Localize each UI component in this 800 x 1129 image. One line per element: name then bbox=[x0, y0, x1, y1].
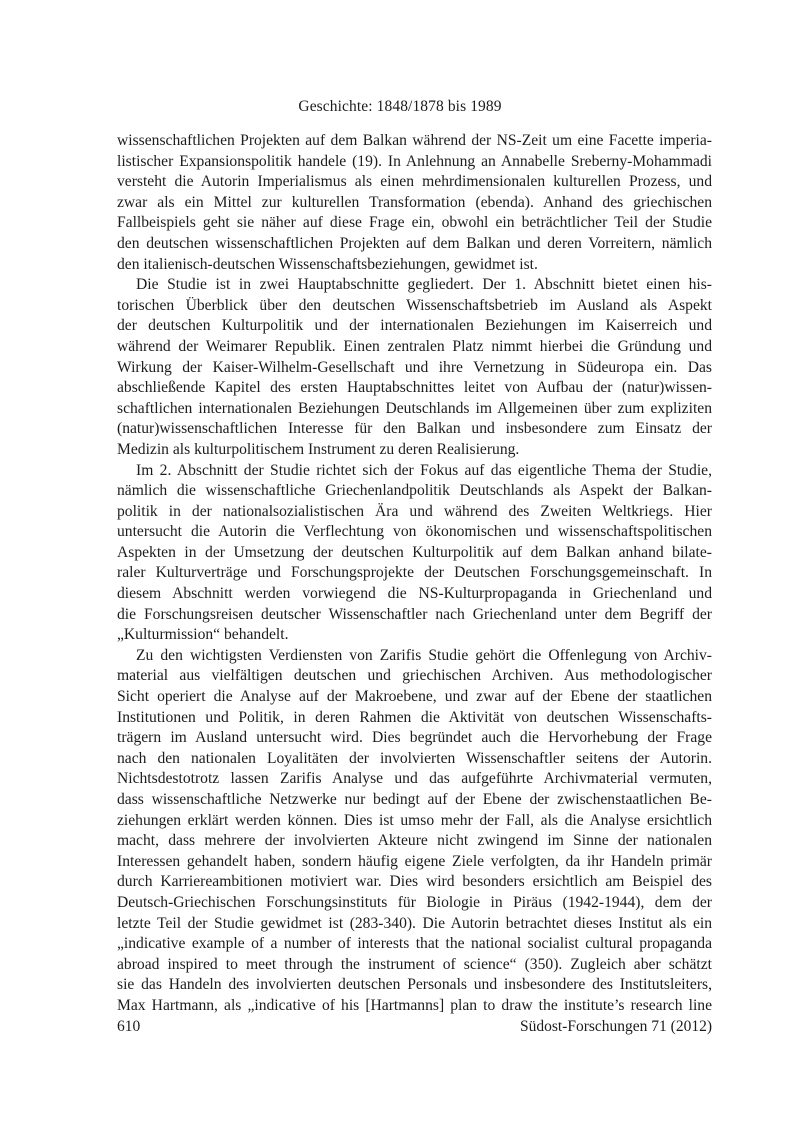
paragraph bbox=[117, 131, 712, 275]
text-line: Die Studie ist in zwei Hauptabschnitte gegliedert. Der 1. Abschnitt bietet einen his- bbox=[136, 276, 712, 294]
text-line: wissenschaftlichen Projekten auf dem Balkan während der NS-Zeit um eine Facette imperia- bbox=[117, 132, 712, 149]
running-title: Geschichte: 1848/1878 bis 1989 bbox=[298, 98, 502, 115]
text-line: zwar als ein Mittel zur kulturellen Transformation (ebenda). Anhand des griechischen bbox=[117, 193, 712, 211]
text-line: den deutschen wissenschaftlichen Projekten auf dem Balkan und deren Vorreitern, nämlich bbox=[117, 234, 712, 252]
text-line: untersucht die Autorin die Verflechtung von ökonomischen und wissenschaftspolitischen bbox=[117, 523, 712, 541]
text-line: diesem Abschnitt werden vorwiegend die NS-Kulturpropaganda in Griechenland und bbox=[117, 585, 712, 603]
text-line: Zu den wichtigsten Verdiensten von Zarifis Studie gehört die Offenlegung von Archiv- bbox=[136, 646, 712, 664]
text-line: abroad inspired to meet through the instrument of science“ (350). Zugleich aber schätzt bbox=[117, 955, 712, 973]
text-line: der deutschen Kulturpolitik und der internationalen Beziehungen im Kaiserreich und bbox=[117, 317, 712, 335]
text-line: nach den nationalen Loyalitäten der involvierten Wissenschaftler seitens der Autorin. bbox=[117, 749, 712, 767]
text-line: torischen Überblick über den deutschen Wissenschaftsbetrieb im Ausland als Aspekt bbox=[117, 296, 712, 314]
text-line: während der Weimarer Republik. Einen zentralen Platz nimmt hierbei die Gründung und bbox=[117, 337, 712, 355]
text-line: „indicative example of a number of interests that the national socialist cultural propaganda bbox=[117, 935, 712, 953]
text-line: den italienisch-deutschen Wissenschaftsbeziehungen, gewidmet ist. bbox=[117, 255, 538, 273]
text-line: trägern im Ausland untersucht wird. Dies begründet auch die Hervorhebung der Frage bbox=[117, 729, 712, 747]
text-line: Wirkung der Kaiser-Wilhelm-Gesellschaft und ihre Vernetzung in Südeuropa ein. Das bbox=[117, 358, 712, 376]
text-line: Max Hartmann, als „indicative of his [Hartmanns] plan to draw the institute’s research line bbox=[117, 996, 712, 1014]
text-line: Institutionen und Politik, in deren Rahmen die Aktivität von deutschen Wissenschafts- bbox=[117, 708, 712, 726]
paragraph bbox=[117, 275, 712, 460]
text-line: schaftlichen internationalen Beziehungen Deutschlands im Allgemeinen über zum expliziten bbox=[117, 399, 712, 417]
text-line: Aspekten in der Umsetzung der deutschen Kulturpolitik auf dem Balkan anhand bilate- bbox=[117, 543, 712, 561]
text-line: Medizin als kulturpolitischem Instrument zu deren Realisierung. bbox=[117, 440, 520, 458]
text-line: Deutsch-Griechischen Forschungsinstituts für Biologie in Piräus (1942-1944), dem der bbox=[117, 893, 712, 911]
text-line: listischer Expansionspolitik handele (19). In Anlehnung an Annabelle Sreberny-Mohammadi bbox=[117, 152, 712, 170]
text-line: durch Karriereambitionen motiviert war. Dies wird besonders ersichtlich am Beispiel des bbox=[117, 873, 712, 891]
paragraph bbox=[117, 461, 712, 646]
text-line: material aus vielfältigen deutschen und griechischen Archiven. Aus methodologischer bbox=[117, 667, 712, 685]
text-line: Nichtsdestotrotz lassen Zarifis Analyse und das aufgeführte Archivmaterial vermuten, bbox=[117, 770, 712, 788]
text-line: ziehungen erklärt werden können. Dies ist umso mehr der Fall, als die Analyse ersichtlich bbox=[117, 811, 712, 829]
journal-citation: Südost-Forschungen 71 (2012) bbox=[519, 1018, 712, 1035]
text-line: die Forschungsreisen deutscher Wissenschaftler nach Griechenland unter dem Begriff der bbox=[117, 605, 712, 623]
text-line: Sicht operiert die Analyse auf der Makroebene, und zwar auf der Ebene der staatlichen bbox=[117, 688, 712, 706]
text-line: Im 2. Abschnitt der Studie richtet sich der Fokus auf das eigentliche Thema der Studie, bbox=[136, 461, 712, 479]
text-line: Fallbeispiels geht sie näher auf diese Frage ein, obwohl ein beträchtlicher Teil der Studie bbox=[117, 214, 712, 232]
text-line: abschließende Kapitel des ersten Hauptabschnittes leitet von Aufbau der (natur)wissen- bbox=[117, 379, 712, 397]
text-line: macht, dass mehrere der involvierten Akteure nicht zwingend im Sinne der nationalen bbox=[117, 832, 712, 850]
text-line: dass wissenschaftliche Netzwerke nur bedingt auf der Ebene der zwischenstaatlichen Be- bbox=[117, 791, 712, 808]
text-line: versteht die Autorin Imperialismus als einen mehrdimensionalen kulturellen Prozess, und bbox=[117, 173, 712, 191]
text-line: sie das Handeln des involvierten deutschen Personals und insbesondere des Institutsleiters, bbox=[117, 976, 712, 994]
text-line: raler Kulturverträge und Forschungsprojekte der Deutschen Forschungsgemeinschaft. In bbox=[117, 564, 712, 582]
body-text bbox=[117, 131, 712, 1017]
text-line: Interessen gehandelt haben, sondern häufig eigene Ziele verfolgten, da ihr Handeln primär bbox=[117, 852, 712, 870]
text-line: nämlich die wissenschaftliche Griechenlandpolitik Deutschlands als Aspekt der Balkan- bbox=[117, 482, 712, 500]
paragraph bbox=[117, 646, 712, 1017]
page-number: 610 bbox=[117, 1018, 141, 1035]
text-line: „Kulturmission“ behandelt. bbox=[117, 626, 289, 644]
text-line: politik in der nationalsozialistischen Ära und während des Zweiten Weltkriegs. Hier bbox=[117, 502, 712, 520]
text-line: (natur)wissenschaftlichen Interesse für den Balkan und insbesondere zum Einsatz der bbox=[117, 420, 712, 438]
text-line: letzte Teil der Studie gewidmet ist (283-340). Die Autorin betrachtet dieses Institut als ein bbox=[117, 914, 712, 932]
